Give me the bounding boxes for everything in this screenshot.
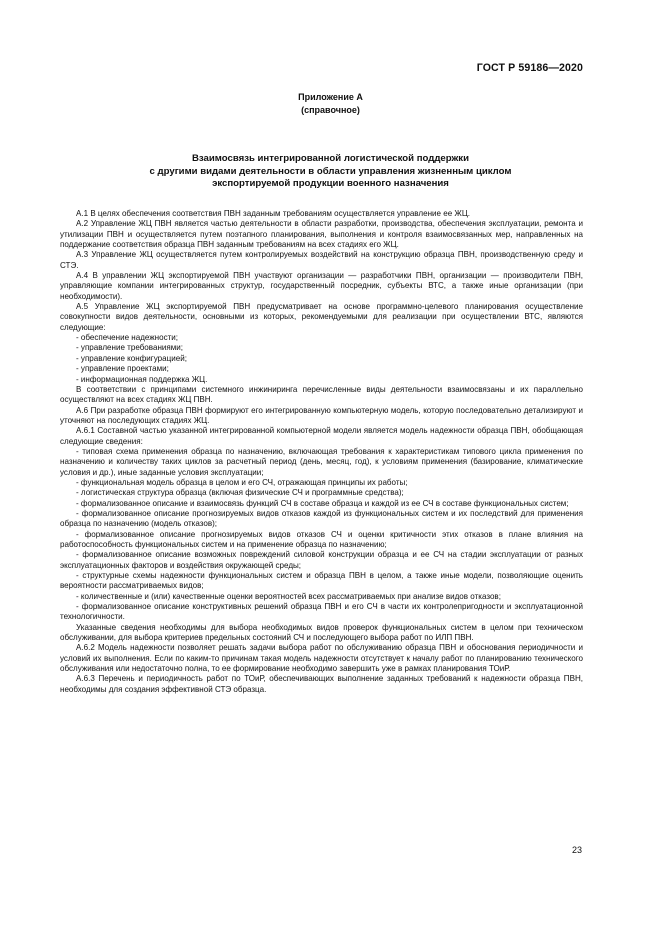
section-heading (0, 153, 661, 191)
list-item: - структурные схемы надежности функциональных систем и образца ПВН в целом, а также иные модели, позволяющие оценить вероятности рассматриваемых видов; (60, 571, 583, 591)
list-item: - логистическая структура образца (включая физические СЧ и программные средства); (76, 488, 404, 498)
list-item: - управление требованиями; (76, 343, 184, 353)
paragraph: Указанные сведения необходимы для выбора необходимых видов проверок функциональных систем в целом при техническом обслуживании, для выбора критериев предельных состояний СЧ и последующего выбора работ по ИЛП ПВН. (60, 622, 583, 643)
paragraph: А.2 Управление ЖЦ ПВН является частью деятельности в области разработки, производства, обеспечения эксплуатации, ремонта и утилизации ПВН и осуществляется путем поэтапного планирования, выполнения и контроля взаимосвязанных мер, направленных на поддержание соответствия образца ПВН заданным требованиям на всех стадиях его ЖЦ. (60, 219, 583, 250)
appendix-title: Приложение А (298, 92, 363, 102)
paragraph: В соответствии с принципами системного инжиниринга перечисленные виды деятельности взаимосвязаны и их параллельно осуществляют на всех стадиях ЖЦ ПВН. (60, 384, 583, 405)
paragraph: А.1 В целях обеспечения соответствия ПВН заданным требованиям осуществляется управление ее ЖЦ. (76, 209, 471, 218)
list-item: - формализованное описание и взаимосвязь функций СЧ в составе образца и каждой из ее СЧ в составе функциональных систем; (76, 498, 569, 508)
list-item: - количественные и (или) качественные оценки вероятностей всех рассматриваемых при анализе видов отказов; (76, 591, 501, 601)
paragraph: А.4 В управлении ЖЦ экспортируемой ПВН участвуют организации — разработчики ПВН, организации — производители ПВН, управляющие компании интегрированных структур, государственный посредник, субъекты ВТС, а также иные организации (при необходимости). (60, 271, 583, 301)
list-item: - формализованное описание прогнозируемых видов отказов каждой из функциональных систем и их последствий для применения образца по назначению (модель отказов); (60, 508, 583, 529)
list-item: - формализованное описание возможных повреждений силовой конструкции образца и ее СЧ на стадии эксплуатации от разных эксплуатационных факторов и воздействия окружающей среды; (60, 550, 583, 570)
paragraph: А.5 Управление ЖЦ экспортируемой ПВН предусматривает на основе программно-целевого планирования осуществление совокупности видов деятельности, основными из которых, рекомендуемыми для реализации при осуществлении ВТС, являются следующие: (60, 302, 583, 332)
heading-line: с другими видами деятельности в области управления жизненным циклом (149, 165, 512, 177)
paragraph: А.6 При разработке образца ПВН формируют его интегрированную компьютерную модель, которую последовательно детализируют и уточняют на последующих стадиях ЖЦ. (60, 405, 583, 425)
heading-line: Взаимосвязь интегрированной логистической поддержки (191, 153, 469, 164)
paragraph: А.6.2 Модель надежности позволяет решать задачи выбора работ по обслуживанию образца ПВН и обоснования периодичности и условий их выполнения. Если по каким-то причинам такая модель надежности отсутствует к началу работ по планированию технического обслуживания или недостаточно полна, то ее формирование необходимо завершить уже в рамках планирования ТОиР. (60, 643, 583, 674)
list-item: - информационная поддержка ЖЦ. (76, 374, 208, 384)
list-item: - формализованное описание прогнозируемых видов отказов СЧ и оценки критичности этих отказов в плане влияния на работоспособность функциональных систем и на применение образца по назначению; (60, 529, 583, 549)
list-item: - обеспечение надежности; (76, 333, 179, 343)
list-item: - функциональная модель образца в целом и его СЧ, отражающая принципы их работы; (76, 477, 408, 487)
page-number: 23 (571, 845, 582, 855)
standard-number: ГОСТ Р 59186—2020 (476, 62, 583, 74)
list-item: - формализованное описание конструктивных решений образца ПВН и его СЧ в части их контролепригодности и эксплуатационной технологичности. (60, 602, 583, 622)
appendix-header (0, 91, 661, 117)
paragraph: А.6.3 Перечень и периодичность работ по ТОиР, обеспечивающих выполнение заданных требований к надежности образца ПВН, необходимы для создания эффективной СТЭ образца. (60, 674, 583, 694)
list-item: - управление проектами; (76, 364, 169, 374)
body-text (60, 209, 583, 695)
appendix-subtitle: (справочное) (301, 105, 360, 115)
paragraph: А.6.1 Составной частью указанной интегрированной компьютерной модели является модель надежности образца ПВН, обобщающая следующие сведения: (60, 426, 583, 446)
list-item: - типовая схема применения образца по назначению, включающая требования к характеристикам типового цикла применения по назначению и количеству таких циклов за расчетный период (день, месяц, год), к условиям применения (базирование, климатические условия и др.), иные заданные условия эксплуатации; (60, 446, 583, 477)
heading-line: экспортируемой продукции военного назначения (212, 178, 449, 190)
list-item: - управление конфигурацией; (76, 353, 187, 363)
paragraph: А.3 Управление ЖЦ осуществляется путем контролируемых воздействий на конструкцию образца ПВН, производственную среду и СТЭ. (60, 250, 583, 270)
